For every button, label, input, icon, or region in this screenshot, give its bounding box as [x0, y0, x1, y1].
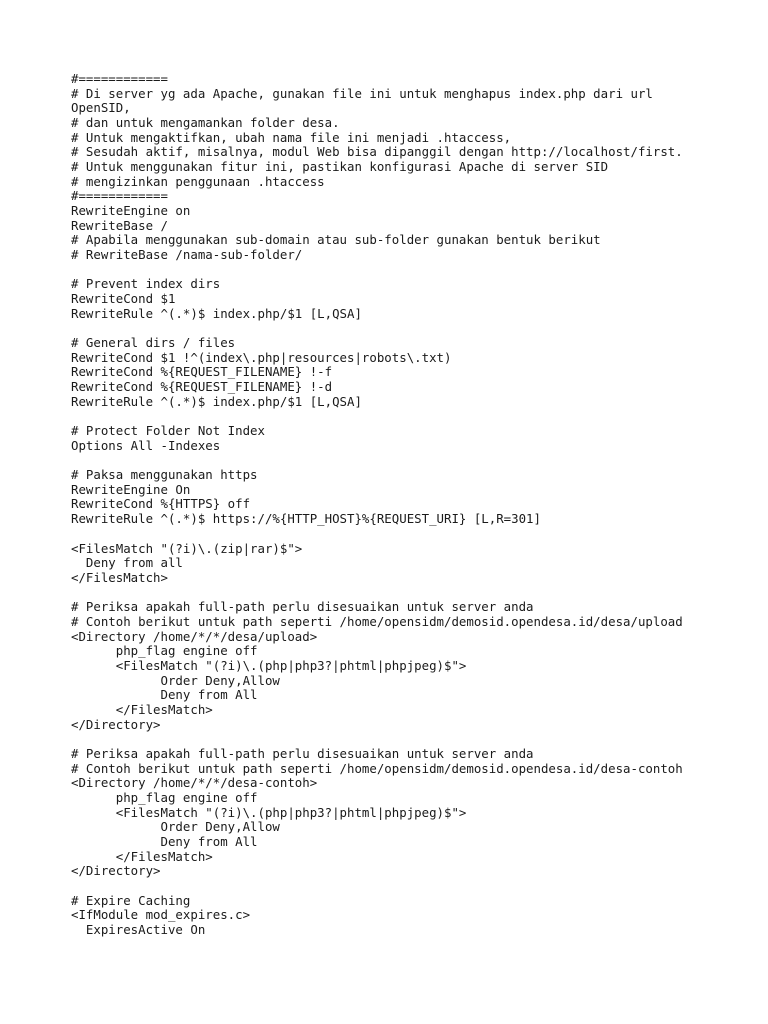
code-line — [71, 321, 751, 336]
code-line: # Untuk menggunakan fitur ini, pastikan konfigurasi Apache di server SID — [71, 159, 609, 175]
code-line: # Contoh berikut untuk path seperti /home/opensidm/demosid.opendesa.id/desa/upload — [71, 613, 683, 629]
code-line: </Directory> — [71, 863, 161, 879]
code-line: # Prevent index dirs — [71, 276, 221, 292]
code-line: Order Deny,Allow — [71, 672, 280, 688]
code-line: Order Deny,Allow — [71, 819, 280, 835]
code-line — [71, 527, 751, 542]
code-line — [71, 879, 751, 894]
code-line: #============ — [71, 188, 168, 204]
code-line: # dan untuk mengamankan folder desa. — [71, 115, 340, 131]
code-line: <IfModule mod_expires.c> — [71, 907, 251, 923]
code-listing — [71, 72, 751, 938]
code-line: # Periksa apakah full-path perlu disesuaikan untuk server anda — [71, 599, 534, 615]
code-line: # mengizinkan penggunaan .htaccess — [71, 173, 325, 189]
code-line: ExpiresActive On — [71, 921, 206, 937]
code-line: RewriteRule ^(.*)$ https://%{HTTP_HOST}%{REQUEST_URI} [L,R=301] — [71, 511, 541, 527]
code-line: RewriteEngine on — [71, 203, 191, 219]
code-line: </Directory> — [71, 716, 161, 732]
code-line: # Di server yg ada Apache, gunakan file ini untuk menghapus index.php dari url — [71, 85, 653, 101]
code-line: <FilesMatch "(?i)\.(php|php3?|phtml|phpjpeg)$"> — [71, 657, 467, 673]
code-line: RewriteEngine On — [71, 481, 191, 497]
code-line: </FilesMatch> — [71, 569, 168, 585]
code-line: # Protect Folder Not Index — [71, 423, 265, 439]
code-line: # Expire Caching — [71, 892, 191, 908]
code-line: <Directory /home/*/*/desa-contoh> — [71, 775, 318, 791]
code-line: OpenSID, — [71, 100, 131, 116]
code-line: # Sesudah aktif, misalnya, modul Web bisa dipanggil dengan http://localhost/first. — [71, 144, 683, 160]
code-line: <Directory /home/*/*/desa/upload> — [71, 628, 318, 644]
code-line: Deny from All — [71, 687, 258, 703]
code-line: # General dirs / files — [71, 335, 236, 351]
code-line: <FilesMatch "(?i)\.(zip|rar)$"> — [71, 540, 303, 556]
code-line: </FilesMatch> — [71, 701, 213, 717]
code-line: Options All -Indexes — [71, 437, 221, 453]
code-line: RewriteCond $1 — [71, 291, 176, 307]
code-line: php_flag engine off — [71, 643, 258, 659]
code-line — [71, 732, 751, 747]
code-line — [71, 586, 751, 601]
code-line: #============ — [71, 71, 168, 86]
code-line: RewriteCond %{HTTPS} off — [71, 496, 251, 512]
code-line: # Apabila menggunakan sub-domain atau sub-folder gunakan bentuk berikut — [71, 232, 601, 248]
code-line: RewriteCond %{REQUEST_FILENAME} !-f — [71, 364, 333, 380]
code-line — [71, 263, 751, 278]
code-line: <FilesMatch "(?i)\.(php|php3?|phtml|phpjpeg)$"> — [71, 804, 467, 820]
code-line: RewriteCond %{REQUEST_FILENAME} !-d — [71, 379, 333, 395]
code-line: # RewriteBase /nama-sub-folder/ — [71, 247, 303, 263]
code-line: # Untuk mengaktifkan, ubah nama file ini menjadi .htaccess, — [71, 129, 512, 145]
code-line — [71, 409, 751, 424]
code-line: RewriteCond $1 !^(index\.php|resources|robots\.txt) — [71, 349, 452, 365]
code-line — [71, 453, 751, 468]
code-line: </FilesMatch> — [71, 848, 213, 864]
code-line: RewriteRule ^(.*)$ index.php/$1 [L,QSA] — [71, 393, 362, 409]
code-line: RewriteRule ^(.*)$ index.php/$1 [L,QSA] — [71, 305, 362, 321]
code-line: # Paksa menggunakan https — [71, 467, 258, 483]
code-line: Deny from All — [71, 833, 258, 849]
code-line: php_flag engine off — [71, 789, 258, 805]
code-line: # Contoh berikut untuk path seperti /home/opensidm/demosid.opendesa.id/desa-contoh — [71, 760, 683, 776]
code-line: # Periksa apakah full-path perlu disesuaikan untuk server anda — [71, 745, 534, 761]
code-line: RewriteBase / — [71, 217, 168, 233]
code-line: Deny from all — [71, 555, 183, 571]
